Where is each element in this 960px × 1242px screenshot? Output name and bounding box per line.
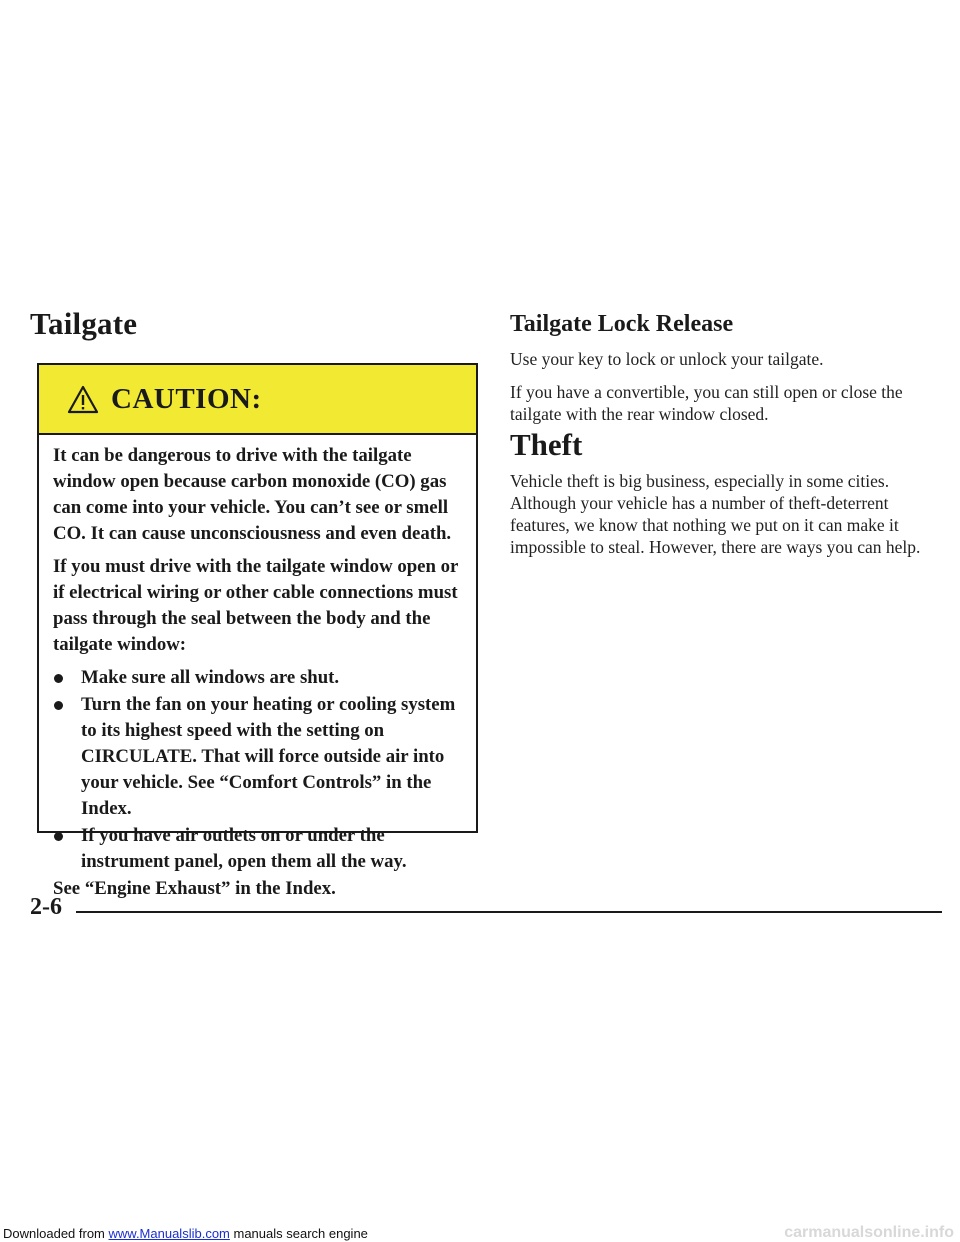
theft-paragraph: Vehicle theft is big business, especially in some cities. Although your vehicle has a number of theft-deterrent features, we know that nothing we put on it can make it impossible to steal. However, there are ways you can help. bbox=[510, 471, 921, 557]
caution-header bbox=[39, 365, 476, 435]
warning-triangle-icon bbox=[67, 385, 99, 414]
caution-box bbox=[37, 363, 478, 899]
theft-heading: Theft bbox=[510, 427, 583, 462]
caution-lead: If you must drive with the tailgate window open or if electrical wiring or other cable connections must pass through the seal between the body and the tailgate window: bbox=[53, 556, 459, 655]
page-number: 2-6 bbox=[30, 894, 62, 920]
caution-bullet-item: Make sure all windows are shut. bbox=[53, 665, 464, 691]
tailgate-heading: Tailgate bbox=[30, 306, 138, 341]
caution-body bbox=[39, 435, 476, 902]
lock-release-heading: Tailgate Lock Release bbox=[510, 311, 734, 337]
caution-closing: See “Engine Exhaust” in the Index. bbox=[53, 878, 336, 899]
caution-title: CAUTION: bbox=[111, 382, 262, 415]
caution-bullet-list bbox=[53, 665, 464, 875]
watermark: carmanualsonline.info bbox=[784, 1224, 954, 1241]
lock-release-para-2: If you have a convertible, you can still open or close the tailgate with the rear window closed. bbox=[510, 382, 903, 424]
lock-release-para-1: Use your key to lock or unlock your tailgate. bbox=[510, 349, 824, 369]
bullet-icon bbox=[54, 832, 63, 841]
bullet-icon bbox=[54, 701, 63, 710]
caution-bullet-item: If you have air outlets on or under the instrument panel, open them all the way. bbox=[53, 823, 464, 875]
manualslib-link[interactable]: www.Manualslib.com bbox=[108, 1226, 230, 1241]
download-footer: Downloaded from www.Manualslib.com manuals search engine bbox=[0, 1225, 371, 1242]
caution-intro: It can be dangerous to drive with the tailgate window open because carbon monoxide (CO) gas can come into your vehicle. You can’t see or smell CO. It can cause unconsciousness and even death. bbox=[53, 445, 452, 544]
caution-bullet-item: Turn the fan on your heating or cooling system to its highest speed with the setting on CIRCULATE. That will force outside air into your vehicle. See “Comfort Controls” in the Index. bbox=[53, 692, 464, 822]
bullet-icon bbox=[54, 674, 63, 683]
footer-rule bbox=[76, 911, 942, 913]
